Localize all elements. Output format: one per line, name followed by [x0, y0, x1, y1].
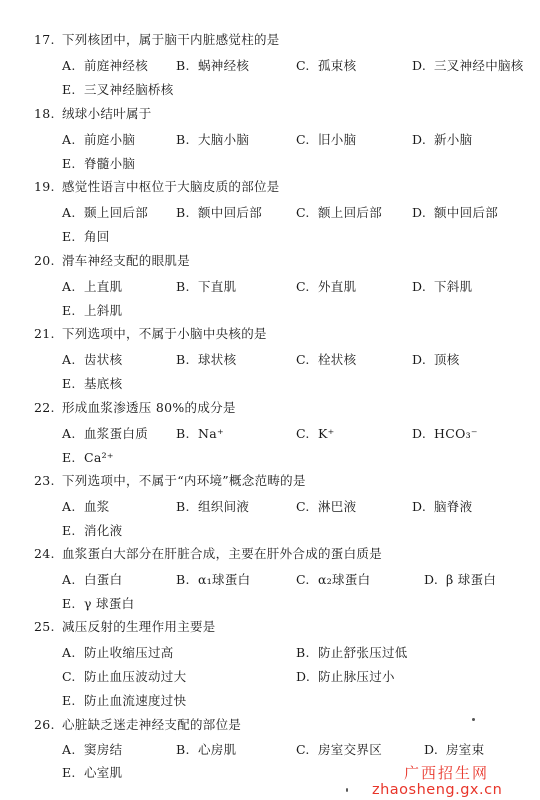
option-d [296, 669, 395, 685]
option-letter: D. [412, 352, 427, 367]
option-c [296, 499, 356, 515]
option-a [62, 426, 148, 442]
option-text: 额上回后部 [318, 205, 383, 220]
option-text: 三叉神经脑桥核 [84, 82, 174, 97]
option-text: 白蛋白 [84, 572, 123, 587]
question-stem [34, 717, 241, 733]
option-d [412, 205, 498, 221]
option-letter: A. [62, 132, 76, 147]
scan-speck [472, 718, 475, 721]
option-text: 旧小脑 [318, 132, 357, 147]
option-text: α₂球蛋白 [318, 572, 371, 587]
question-text: 下列核团中，属于脑干内脏感觉柱的是 [62, 32, 280, 47]
option-text: Ca²⁺ [84, 450, 114, 465]
question-stem [34, 253, 190, 269]
option-text: 房室交界区 [318, 742, 383, 757]
option-text: 上斜肌 [84, 303, 123, 318]
option-letter: A. [62, 58, 76, 73]
option-e [62, 765, 122, 781]
option-e [62, 450, 114, 466]
option-text: 心室肌 [84, 765, 123, 780]
option-letter: B. [176, 572, 190, 587]
option-letter: C. [296, 58, 310, 73]
option-c [296, 279, 356, 295]
option-letter: D. [424, 572, 439, 587]
option-c [62, 669, 186, 685]
option-text: 防止收缩压过高 [84, 645, 174, 660]
scan-speck [346, 788, 348, 792]
option-letter: C. [296, 572, 310, 587]
option-b [176, 426, 224, 442]
option-text: 房室束 [446, 742, 485, 757]
option-text: 颞上回后部 [84, 205, 149, 220]
option-d [412, 132, 472, 148]
option-d [412, 58, 524, 74]
option-a [62, 742, 122, 758]
option-e [62, 693, 186, 709]
option-e [62, 156, 135, 172]
option-text: 防止脉压过小 [318, 669, 395, 684]
option-d [424, 572, 496, 588]
question-text: 下列选项中，不属于“内环境”概念范畴的是 [62, 473, 306, 488]
option-text: 三叉神经中脑核 [434, 58, 524, 73]
option-letter: D. [412, 205, 427, 220]
option-text: Na⁺ [198, 426, 224, 441]
option-a [62, 279, 122, 295]
question-number: 25. [34, 619, 55, 634]
option-letter: E. [62, 450, 76, 465]
option-letter: B. [176, 352, 190, 367]
option-b [176, 279, 236, 295]
option-letter: C. [296, 426, 310, 441]
option-letter: B. [176, 279, 190, 294]
option-text: 下直肌 [198, 279, 237, 294]
option-letter: D. [412, 279, 427, 294]
option-text: 心房肌 [198, 742, 237, 757]
option-text: 新小脑 [434, 132, 473, 147]
option-text: 脑脊液 [434, 499, 473, 514]
option-c [296, 572, 370, 588]
option-letter: C. [296, 499, 310, 514]
option-text: 下斜肌 [434, 279, 473, 294]
option-text: K⁺ [318, 426, 335, 441]
option-letter: E. [62, 765, 76, 780]
option-letter: E. [62, 596, 76, 611]
question-number: 22. [34, 400, 55, 415]
question-text: 下列选项中，不属于小脑中央核的是 [62, 326, 267, 341]
option-text: 血浆蛋白质 [84, 426, 149, 441]
option-c [296, 132, 356, 148]
option-text: 防止血流速度过快 [84, 693, 187, 708]
question-stem [34, 546, 382, 562]
option-text: 组织间液 [198, 499, 250, 514]
option-text: 上直肌 [84, 279, 123, 294]
question-stem [34, 179, 280, 195]
option-text: 淋巴液 [318, 499, 357, 514]
option-letter: C. [296, 279, 310, 294]
question-number: 23. [34, 473, 55, 488]
question-text: 减压反射的生理作用主要是 [62, 619, 216, 634]
option-c [296, 742, 382, 758]
option-a [62, 499, 110, 515]
question-text: 绒球小结叶属于 [62, 106, 152, 121]
option-d [412, 499, 472, 515]
question-number: 19. [34, 179, 55, 194]
option-letter: C. [296, 742, 310, 757]
option-letter: B. [176, 426, 190, 441]
option-text: 栓状核 [318, 352, 357, 367]
option-text: β 球蛋白 [446, 572, 497, 587]
option-letter: E. [62, 82, 76, 97]
question-number: 24. [34, 546, 55, 561]
option-text: 额中回后部 [434, 205, 499, 220]
option-text: 前庭小脑 [84, 132, 136, 147]
question-stem [34, 619, 216, 635]
option-letter: D. [424, 742, 439, 757]
option-letter: A. [62, 645, 76, 660]
option-a [62, 645, 174, 661]
option-text: 脊髓小脑 [84, 156, 136, 171]
option-b [296, 645, 408, 661]
option-b [176, 352, 236, 368]
option-a [62, 58, 148, 74]
watermark-title: 广西招生网 [404, 764, 490, 782]
option-b [176, 499, 249, 515]
option-b [176, 572, 250, 588]
option-text: HCO₃⁻ [434, 426, 478, 441]
option-letter: B. [176, 205, 190, 220]
option-letter: E. [62, 376, 76, 391]
option-e [62, 523, 122, 539]
option-letter: A. [62, 205, 76, 220]
option-e [62, 82, 174, 98]
option-text: 防止血压波动过大 [84, 669, 187, 684]
option-d [412, 279, 472, 295]
option-letter: E. [62, 693, 76, 708]
option-letter: A. [62, 279, 76, 294]
question-number: 26. [34, 717, 55, 732]
option-text: 角回 [84, 229, 110, 244]
option-e [62, 596, 134, 612]
option-b [176, 58, 249, 74]
option-letter: E. [62, 156, 76, 171]
option-text: 齿状核 [84, 352, 123, 367]
question-text: 心脏缺乏迷走神经支配的部位是 [62, 717, 242, 732]
option-text: 蜗神经核 [198, 58, 250, 73]
option-letter: A. [62, 499, 76, 514]
option-text: 基底核 [84, 376, 123, 391]
question-number: 17. [34, 32, 55, 47]
option-text: γ 球蛋白 [84, 596, 135, 611]
question-number: 18. [34, 106, 55, 121]
question-stem [34, 326, 267, 342]
option-letter: E. [62, 229, 76, 244]
question-number: 20. [34, 253, 55, 268]
option-text: 外直肌 [318, 279, 357, 294]
option-c [296, 426, 335, 442]
option-letter: D. [412, 132, 427, 147]
option-a [62, 205, 148, 221]
option-e [62, 303, 122, 319]
option-text: 顶核 [434, 352, 460, 367]
option-letter: B. [176, 58, 190, 73]
option-text: 前庭神经核 [84, 58, 149, 73]
option-text: α₁球蛋白 [198, 572, 251, 587]
question-text: 感觉性语言中枢位于大脑皮质的部位是 [62, 179, 280, 194]
option-letter: E. [62, 523, 76, 538]
option-d [412, 426, 478, 442]
option-letter: A. [62, 426, 76, 441]
option-letter: A. [62, 742, 76, 757]
option-letter: D. [412, 58, 427, 73]
option-c [296, 58, 356, 74]
option-d [424, 742, 484, 758]
option-letter: A. [62, 352, 76, 367]
option-text: 孤束核 [318, 58, 357, 73]
option-a [62, 572, 122, 588]
option-letter: D. [412, 499, 427, 514]
option-c [296, 205, 382, 221]
option-text: 大脑小脑 [198, 132, 250, 147]
option-b [176, 132, 249, 148]
option-letter: B. [176, 742, 190, 757]
option-e [62, 376, 122, 392]
option-d [412, 352, 460, 368]
option-letter: C. [296, 205, 310, 220]
question-stem [34, 32, 280, 48]
option-letter: C. [62, 669, 76, 684]
option-b [176, 742, 236, 758]
option-e [62, 229, 110, 245]
option-text: 血浆 [84, 499, 110, 514]
question-text: 滑车神经支配的眼肌是 [62, 253, 191, 268]
option-letter: A. [62, 572, 76, 587]
question-stem [34, 106, 152, 122]
option-a [62, 132, 135, 148]
option-letter: B. [296, 645, 310, 660]
option-letter: C. [296, 132, 310, 147]
option-letter: D. [412, 426, 427, 441]
option-text: 球状核 [198, 352, 237, 367]
option-letter: C. [296, 352, 310, 367]
option-a [62, 352, 122, 368]
option-b [176, 205, 262, 221]
option-text: 窦房结 [84, 742, 123, 757]
option-text: 防止舒张压过低 [318, 645, 408, 660]
question-text: 形成血浆渗透压 80%的成分是 [62, 400, 236, 415]
question-stem [34, 473, 306, 489]
option-letter: B. [176, 132, 190, 147]
watermark-url: zhaosheng.gx.cn [372, 782, 503, 798]
question-number: 21. [34, 326, 55, 341]
question-stem [34, 400, 236, 416]
question-text: 血浆蛋白大部分在肝脏合成，主要在肝外合成的蛋白质是 [62, 546, 383, 561]
option-letter: D. [296, 669, 311, 684]
option-c [296, 352, 356, 368]
option-text: 额中回后部 [198, 205, 263, 220]
option-text: 消化液 [84, 523, 123, 538]
option-letter: B. [176, 499, 190, 514]
option-letter: E. [62, 303, 76, 318]
